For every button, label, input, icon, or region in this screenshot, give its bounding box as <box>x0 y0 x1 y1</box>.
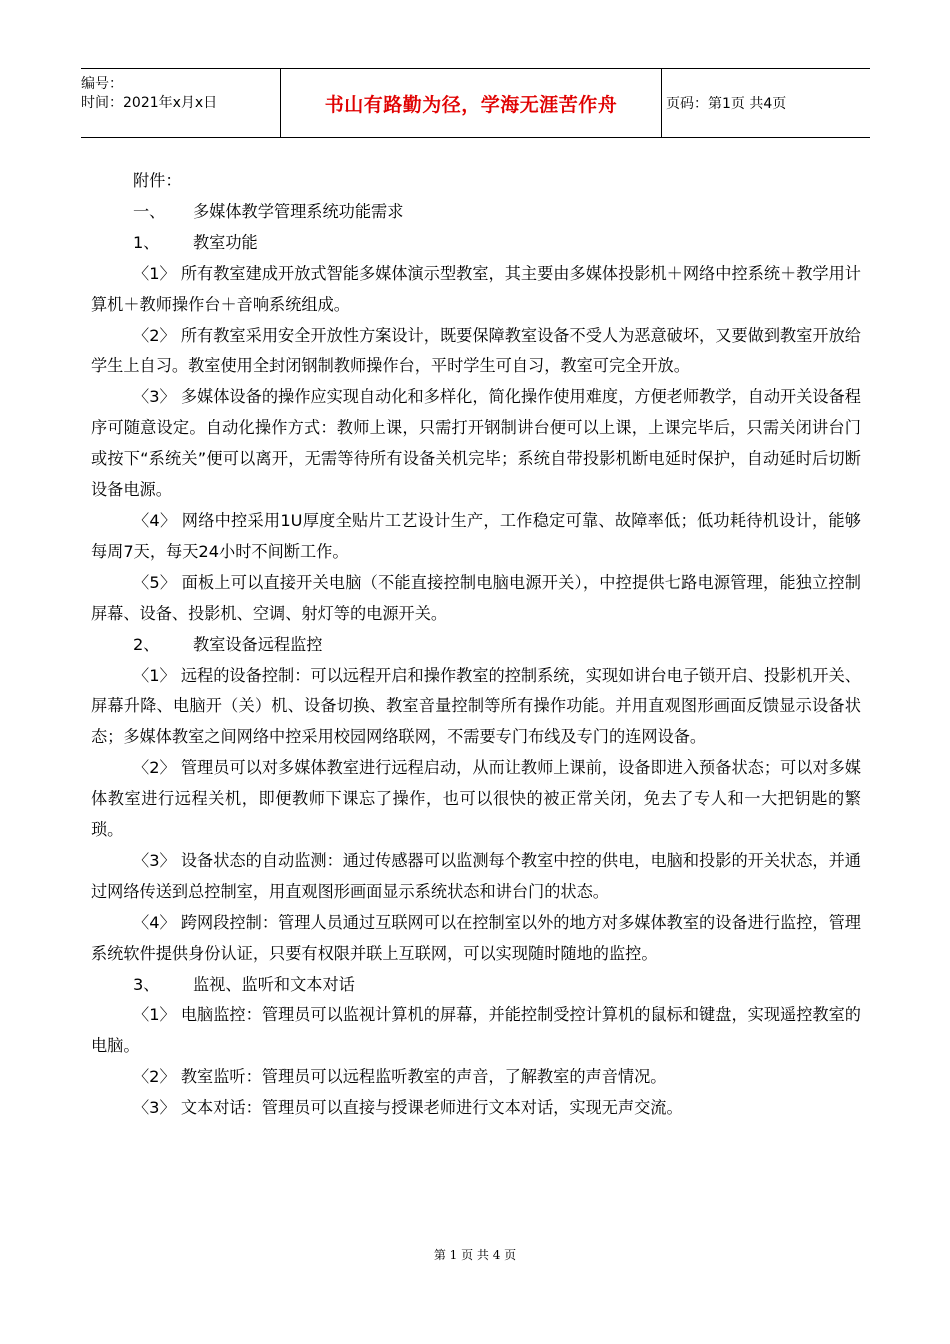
paragraph: 〈4〉 网络中控采用1U厚度全贴片工艺设计生产，工作稳定可靠、故障率低；低功耗待机设计，能够每周7天，每天24小时不间断工作。 <box>91 510 861 561</box>
heading-number: 1、 <box>133 232 160 252</box>
header-motto: 书山有路勤为径，学海无涯苦作舟 <box>280 69 662 137</box>
heading-text: 监视、监听和文本对话 <box>193 974 355 994</box>
paragraph: 〈2〉 所有教室采用安全开放性方案设计，既要保障教室设备不受人为恶意破坏，又要做到教室开放给学生上自习。教室使用全封闭钢制教师操作台，平时学生可自习，教室可完全开放。 <box>91 325 861 376</box>
paragraph: 〈1〉 所有教室建成开放式智能多媒体演示型教室，其主要由多媒体投影机＋网络中控系统＋教学用计算机＋教师操作台＋音响系统组成。 <box>91 263 861 314</box>
heading-number: 2、 <box>133 634 160 654</box>
heading-number: 一、 <box>133 201 166 221</box>
heading-text: 多媒体教学管理系统功能需求 <box>193 201 404 221</box>
page-header <box>81 68 870 138</box>
time-label: 时间：2021年x月x日 <box>81 95 218 111</box>
paragraph: 〈4〉 跨网段控制：管理人员通过互联网可以在控制室以外的地方对多媒体教室的设备进行监控，管理系统软件提供身份认证，只要有权限并联上互联网，可以实现随时随地的监控。 <box>91 912 861 963</box>
subsection-heading <box>91 630 861 661</box>
heading-text: 教室设备远程监控 <box>193 634 323 654</box>
section-heading-1 <box>91 197 861 228</box>
header-meta <box>81 69 277 143</box>
paragraph: 〈1〉 远程的设备控制：可以远程开启和操作教室的控制系统，实现如讲台电子锁开启、投影机开关、屏幕升降、电脑开（关）机、设备切换、教室音量控制等所有操作功能。并用直观图形画面反馈显示设备状态；多媒体教室之间网络中控采用校园网络联网，不需要专门布线及专门的连网设备。 <box>91 665 861 747</box>
number-label: 编号： <box>81 76 123 92</box>
document-body <box>91 166 861 1124</box>
attachment-label: 附件： <box>133 171 182 190</box>
header-page-info: 页码：第1页 共4页 <box>666 96 787 112</box>
paragraph: 〈3〉 设备状态的自动监测：通过传感器可以监测每个教室中控的供电，电脑和投影的开关状态，并通过网络传送到总控制室，用直观图形画面显示系统状态和讲台门的状态。 <box>91 850 861 901</box>
heading-text: 教室功能 <box>193 232 258 252</box>
heading-number: 3、 <box>133 974 160 994</box>
subsection-heading <box>91 970 861 1001</box>
paragraph: 〈1〉 电脑监控：管理员可以监视计算机的屏幕，并能控制受控计算机的鼠标和键盘，实现遥控教室的电脑。 <box>91 1005 861 1056</box>
subsection-heading <box>91 228 861 259</box>
page-footer: 第 1 页 共 4 页 <box>433 1248 517 1262</box>
paragraph: 〈5〉 面板上可以直接开关电脑（不能直接控制电脑电源开关），中控提供七路电源管理，能独立控制屏幕、设备、投影机、空调、射灯等的电源开关。 <box>91 572 861 623</box>
paragraph: 〈3〉 文本对话：管理员可以直接与授课老师进行文本对话，实现无声交流。 <box>133 1098 683 1118</box>
paragraph: 〈3〉 多媒体设备的操作应实现自动化和多样化，简化操作使用难度，方便老师教学，自动开关设备程序可随意设定。自动化操作方式：教师上课，只需打开钢制讲台便可以上课，上课完毕后，只需关闭讲台门或按下“系统关”便可以离开，无需等待所有设备关机完毕；系统自带投影机断电延时保护，自动延时后切断设备电源。 <box>91 387 861 500</box>
paragraph: 〈2〉 管理员可以对多媒体教室进行远程启动，从而让教师上课前，设备即进入预备状态；可以对多媒体教室进行远程关机，即便教师下课忘了操作，也可以很快的被正常关闭，免去了专人和一大把钥匙的繁琐。 <box>91 758 861 840</box>
paragraph: 〈2〉 教室监听：管理员可以远程监听教室的声音，了解教室的声音情况。 <box>133 1067 667 1087</box>
